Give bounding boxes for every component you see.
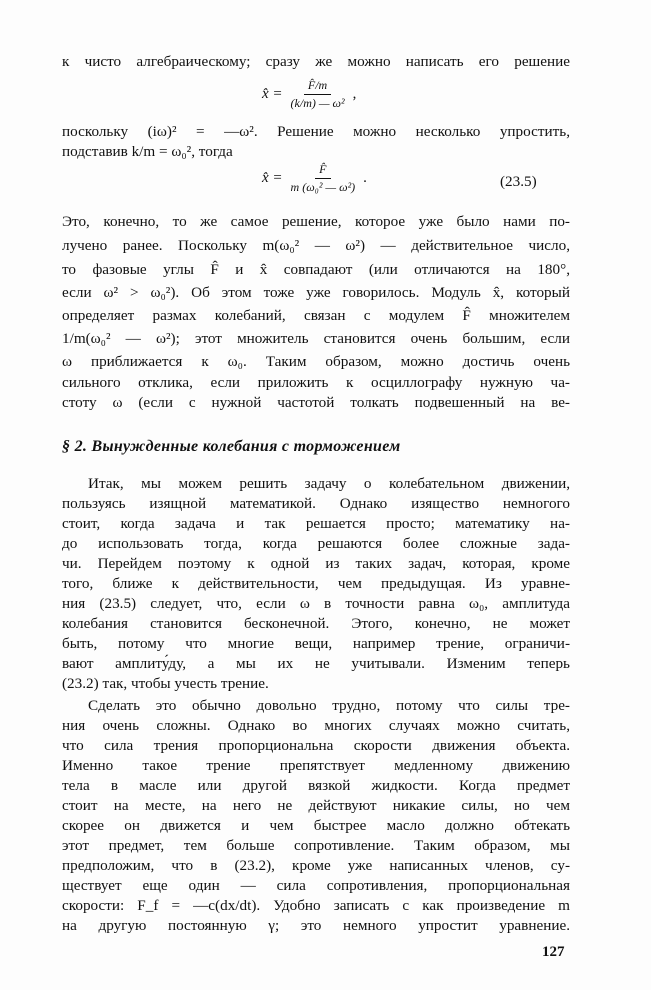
text-line: сильного отклика, если приложить к осциллографу нужную ча-	[62, 374, 570, 391]
text-line: то фазовые углы F̂ и x̂ совпадают (или отличаются на 180°,	[62, 261, 570, 278]
formula-lhs: x̂ =	[262, 86, 283, 102]
text-line: скорее он движется и чем быстрее масло должно обтекать	[62, 817, 570, 834]
text-line: стоит, когда задача и так решается просто; математику на-	[62, 515, 570, 532]
text-line: что сила трения пропорциональна скорости движения объекта.	[62, 737, 570, 754]
formula-tail: .	[363, 170, 367, 186]
text-line: Это, конечно, то же самое решение, которое уже было нами по-	[62, 213, 570, 230]
formula-lhs: x̂ =	[262, 170, 283, 186]
text-line: на другую постоянную γ; это немного упростит уравнение.	[62, 917, 570, 934]
text-line: ω приближается к ω₀. Таким образом, можно достичь очень	[62, 353, 570, 370]
fraction-denominator: m (ω₀² — ω²)	[290, 180, 356, 194]
text-line: ния очень сложны. Однако во многих случаях можно считать,	[62, 717, 570, 734]
formula-1	[262, 78, 356, 111]
text-line: подставив k/m = ω₀², тогда	[62, 143, 233, 160]
text-line: стоту ω (если с нужной частотой толкать подвешенный на ве-	[62, 394, 570, 411]
formula-tail: ,	[352, 86, 357, 102]
text-line: тела в масле или другой вязкой жидкости. Когда предмет	[62, 777, 570, 794]
text-line: Сделать это обычно довольно трудно, потому что силы тре-	[88, 697, 570, 714]
text-line: если ω² > ω₀²). Об этом тоже уже говорилось. Модуль x̂, который	[62, 284, 570, 301]
text-line: Итак, мы можем решить задачу о колебательном движении,	[88, 475, 570, 492]
text-line: того, ближе к действительности, чем предыдущая. Из уравне-	[62, 575, 570, 592]
text-line: ния (23.5) следует, что, если ω в точности равна ω₀, амплитуда	[62, 595, 570, 612]
text-line: этот предмет, тем больше сопротивление. Таким образом, мы	[62, 837, 570, 854]
page-number: 127	[542, 944, 565, 960]
text-line: предположим, что в (23.2), кроме уже написанных членов, су-	[62, 857, 570, 874]
text-line: лучено ранее. Поскольку m(ω₀² — ω²) — действительное число,	[62, 237, 570, 254]
fraction-denominator: (k/m) — ω²	[290, 96, 345, 110]
text-line: поскольку (iω)² = —ω². Решение можно несколько упростить,	[62, 123, 570, 140]
text-line: вают амплиту́ду, а мы их не учитывали. Изменим теперь	[62, 655, 570, 672]
fraction	[287, 78, 349, 111]
text-line: определяет размах колебаний, связан с модулем F̂ множителем	[62, 307, 570, 324]
formula-2	[262, 162, 367, 195]
text-line: колебания становится бесконечной. Этого, конечно, не может	[62, 615, 570, 632]
text-line: ществует еще один — сила сопротивления, пропорциональная	[62, 877, 570, 894]
section-heading: § 2. Вынужденные колебания с торможением	[62, 438, 401, 455]
text-line: стоит на месте, на него не действуют никакие силы, но чем	[62, 797, 570, 814]
equation-number: (23.5)	[500, 173, 537, 190]
text-line: скорости: F_f = —c(dx/dt). Удобно записать c как произведение m	[62, 897, 570, 914]
fraction-numerator: F̂/m	[304, 78, 331, 95]
fraction-numerator: F̂	[315, 162, 330, 179]
text-line: Именно такое трение препятствует медленному движению	[62, 757, 570, 774]
text-line: до использовать тогда, когда решаются более сложные зада-	[62, 535, 570, 552]
text-line: (23.2) так, чтобы учесть трение.	[62, 675, 269, 692]
text-line: пользуясь изящной математикой. Однако изящество немногого	[62, 495, 570, 512]
text-line: чи. Перейдем поэтому к одной из таких задач, которая, кроме	[62, 555, 570, 572]
fraction	[287, 162, 360, 195]
text-line: 1/m(ω₀² — ω²); этот множитель становится очень большим, если	[62, 330, 570, 347]
text-line: к чисто алгебраическому; сразу же можно написать его решение	[62, 53, 570, 70]
text-line: быть, потому что многие вещи, например трение, ограничи-	[62, 635, 570, 652]
